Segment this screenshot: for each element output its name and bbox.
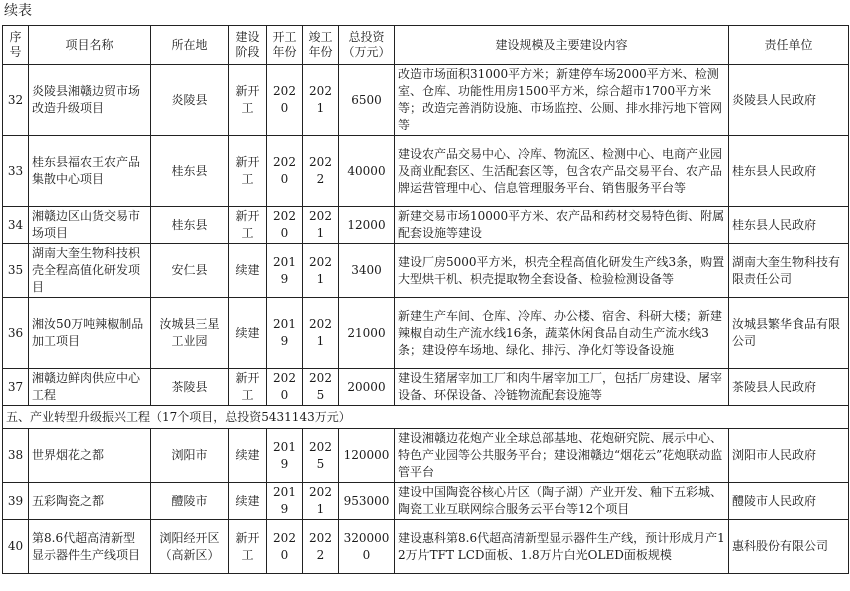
- cell-end: 2021: [303, 244, 339, 298]
- cell-stage: 新开工: [229, 520, 267, 574]
- cell-scope: 新建生产车间、仓库、冷库、办公楼、宿舍、科研大楼；新建辣椒自动生产流水线16条，蔬菜休闲食品自动生产流水线3条；建设停车场地、绿化、排污、净化灯等设备设施: [395, 298, 729, 369]
- header-start: 开工年份: [267, 26, 303, 65]
- cell-invest: 3200000: [339, 520, 395, 574]
- cell-end: 2021: [303, 483, 339, 520]
- cell-scope: 新建交易市场10000平方米、农产品和药材交易特色街、附属配套设施等建设: [395, 207, 729, 244]
- header-end: 竣工年份: [303, 26, 339, 65]
- cell-unit: 汝城县繁华食品有限公司: [729, 298, 849, 369]
- cell-unit: 茶陵县人民政府: [729, 369, 849, 406]
- cell-start: 2019: [267, 483, 303, 520]
- cell-scope: 建设农产品交易中心、冷库、物流区、检测中心、电商产业园及商业配套区、生活配套区等，包含农产品交易平台、农产品牌运营管理中心、信息管理服务平台、销售服务平台等: [395, 136, 729, 207]
- cell-unit: 浏阳市人民政府: [729, 429, 849, 483]
- table-row: [3, 298, 849, 369]
- cell-invest: 12000: [339, 207, 395, 244]
- cell-scope: 建设厂房5000平方米，枳壳全程高值化研发生产线3条，购置大型烘干机、枳壳提取物全套设备、检验检测设备等: [395, 244, 729, 298]
- cell-invest: 120000: [339, 429, 395, 483]
- section-row: [3, 406, 849, 429]
- header-location: 所在地: [151, 26, 229, 65]
- caption: 续表: [4, 3, 32, 19]
- cell-end: 2025: [303, 429, 339, 483]
- cell-scope: 建设惠科第8.6代超高清新型显示器件生产线，预计形成月产12万片TFT LCD面板、1.8万片白光OLED面板规模: [395, 520, 729, 574]
- cell-location: 桂东县: [151, 136, 229, 207]
- cell-invest: 21000: [339, 298, 395, 369]
- cell-invest: 40000: [339, 136, 395, 207]
- cell-name: 五彩陶瓷之都: [29, 483, 151, 520]
- header-invest: 总投资（万元）: [339, 26, 395, 65]
- cell-unit: 桂东县人民政府: [729, 207, 849, 244]
- cell-start: 2020: [267, 520, 303, 574]
- cell-start: 2020: [267, 65, 303, 136]
- header-no: 序号: [3, 26, 29, 65]
- cell-no: 39: [3, 483, 29, 520]
- table-row: [3, 244, 849, 298]
- cell-name: 湖南大奎生物科技枳壳全程高值化研发项目: [29, 244, 151, 298]
- cell-location: 浏阳市: [151, 429, 229, 483]
- cell-location: 茶陵县: [151, 369, 229, 406]
- table-row: [3, 520, 849, 574]
- cell-stage: 续建: [229, 244, 267, 298]
- table-row: [3, 369, 849, 406]
- cell-unit: 桂东县人民政府: [729, 136, 849, 207]
- cell-name: 湘汝50万吨辣椒制品加工项目: [29, 298, 151, 369]
- cell-no: 36: [3, 298, 29, 369]
- cell-end: 2021: [303, 207, 339, 244]
- cell-stage: 新开工: [229, 136, 267, 207]
- cell-location: 炎陵县: [151, 65, 229, 136]
- cell-name: 湘赣边区山货交易市场项目: [29, 207, 151, 244]
- cell-stage: 新开工: [229, 207, 267, 244]
- cell-start: 2019: [267, 429, 303, 483]
- cell-location: 浏阳经开区（高新区）: [151, 520, 229, 574]
- cell-scope: 建设生猪屠宰加工厂和肉牛屠宰加工厂，包括厂房建设、屠宰设备、环保设备、冷链物流配套设施等: [395, 369, 729, 406]
- header-stage: 建设阶段: [229, 26, 267, 65]
- cell-no: 35: [3, 244, 29, 298]
- cell-location: 安仁县: [151, 244, 229, 298]
- cell-stage: 新开工: [229, 369, 267, 406]
- cell-stage: 续建: [229, 298, 267, 369]
- table-row: [3, 207, 849, 244]
- section-heading: 五、产业转型升级振兴工程（17个项目，总投资5431143万元）: [3, 406, 849, 429]
- cell-start: 2019: [267, 298, 303, 369]
- cell-scope: 改造市场面积31000平方米；新建停车场2000平方米、检测室、仓库、功能性用房1500平方米，综合超市1700平方米等；改造完善消防设施、市场监控、公厕、排水排污地下管网等: [395, 65, 729, 136]
- table-row: [3, 65, 849, 136]
- cell-end: 2021: [303, 298, 339, 369]
- cell-stage: 续建: [229, 483, 267, 520]
- cell-location: 桂东县: [151, 207, 229, 244]
- cell-invest: 953000: [339, 483, 395, 520]
- cell-unit: 惠科股份有限公司: [729, 520, 849, 574]
- cell-invest: 6500: [339, 65, 395, 136]
- cell-name: 桂东县福农王农产品集散中心项目: [29, 136, 151, 207]
- cell-unit: 醴陵市人民政府: [729, 483, 849, 520]
- cell-no: 37: [3, 369, 29, 406]
- cell-stage: 续建: [229, 429, 267, 483]
- cell-invest: 20000: [339, 369, 395, 406]
- cell-start: 2020: [267, 369, 303, 406]
- cell-name: 湘赣边鲜肉供应中心工程: [29, 369, 151, 406]
- table-row: [3, 429, 849, 483]
- cell-scope: 建设中国陶瓷谷核心片区（陶子湖）产业开发、釉下五彩城、陶瓷工业互联网综合服务云平台等12个项目: [395, 483, 729, 520]
- cell-start: 2020: [267, 136, 303, 207]
- cell-invest: 3400: [339, 244, 395, 298]
- project-table: [2, 25, 849, 574]
- cell-name: 第8.6代超高清新型显示器件生产线项目: [29, 520, 151, 574]
- cell-start: 2020: [267, 207, 303, 244]
- cell-no: 32: [3, 65, 29, 136]
- cell-no: 38: [3, 429, 29, 483]
- cell-stage: 新开工: [229, 65, 267, 136]
- header-name: 项目名称: [29, 26, 151, 65]
- cell-end: 2025: [303, 369, 339, 406]
- cell-end: 2021: [303, 65, 339, 136]
- cell-name: 世界烟花之都: [29, 429, 151, 483]
- table-row: [3, 483, 849, 520]
- cell-unit: 湖南大奎生物科技有限责任公司: [729, 244, 849, 298]
- header-unit: 责任单位: [729, 26, 849, 65]
- table-row: [3, 136, 849, 207]
- cell-no: 40: [3, 520, 29, 574]
- cell-scope: 建设湘赣边花炮产业全球总部基地、花炮研究院、展示中心、特色产业园等公共服务平台；建设湘赣边“烟花云”花炮联动监管平台: [395, 429, 729, 483]
- cell-unit: 炎陵县人民政府: [729, 65, 849, 136]
- cell-location: 醴陵市: [151, 483, 229, 520]
- cell-name: 炎陵县湘赣边贸市场改造升级项目: [29, 65, 151, 136]
- header-scope: 建设规模及主要建设内容: [395, 26, 729, 65]
- cell-no: 34: [3, 207, 29, 244]
- cell-end: 2022: [303, 136, 339, 207]
- cell-start: 2019: [267, 244, 303, 298]
- cell-location: 汝城县三星工业园: [151, 298, 229, 369]
- cell-no: 33: [3, 136, 29, 207]
- cell-end: 2022: [303, 520, 339, 574]
- header-row: [3, 26, 849, 65]
